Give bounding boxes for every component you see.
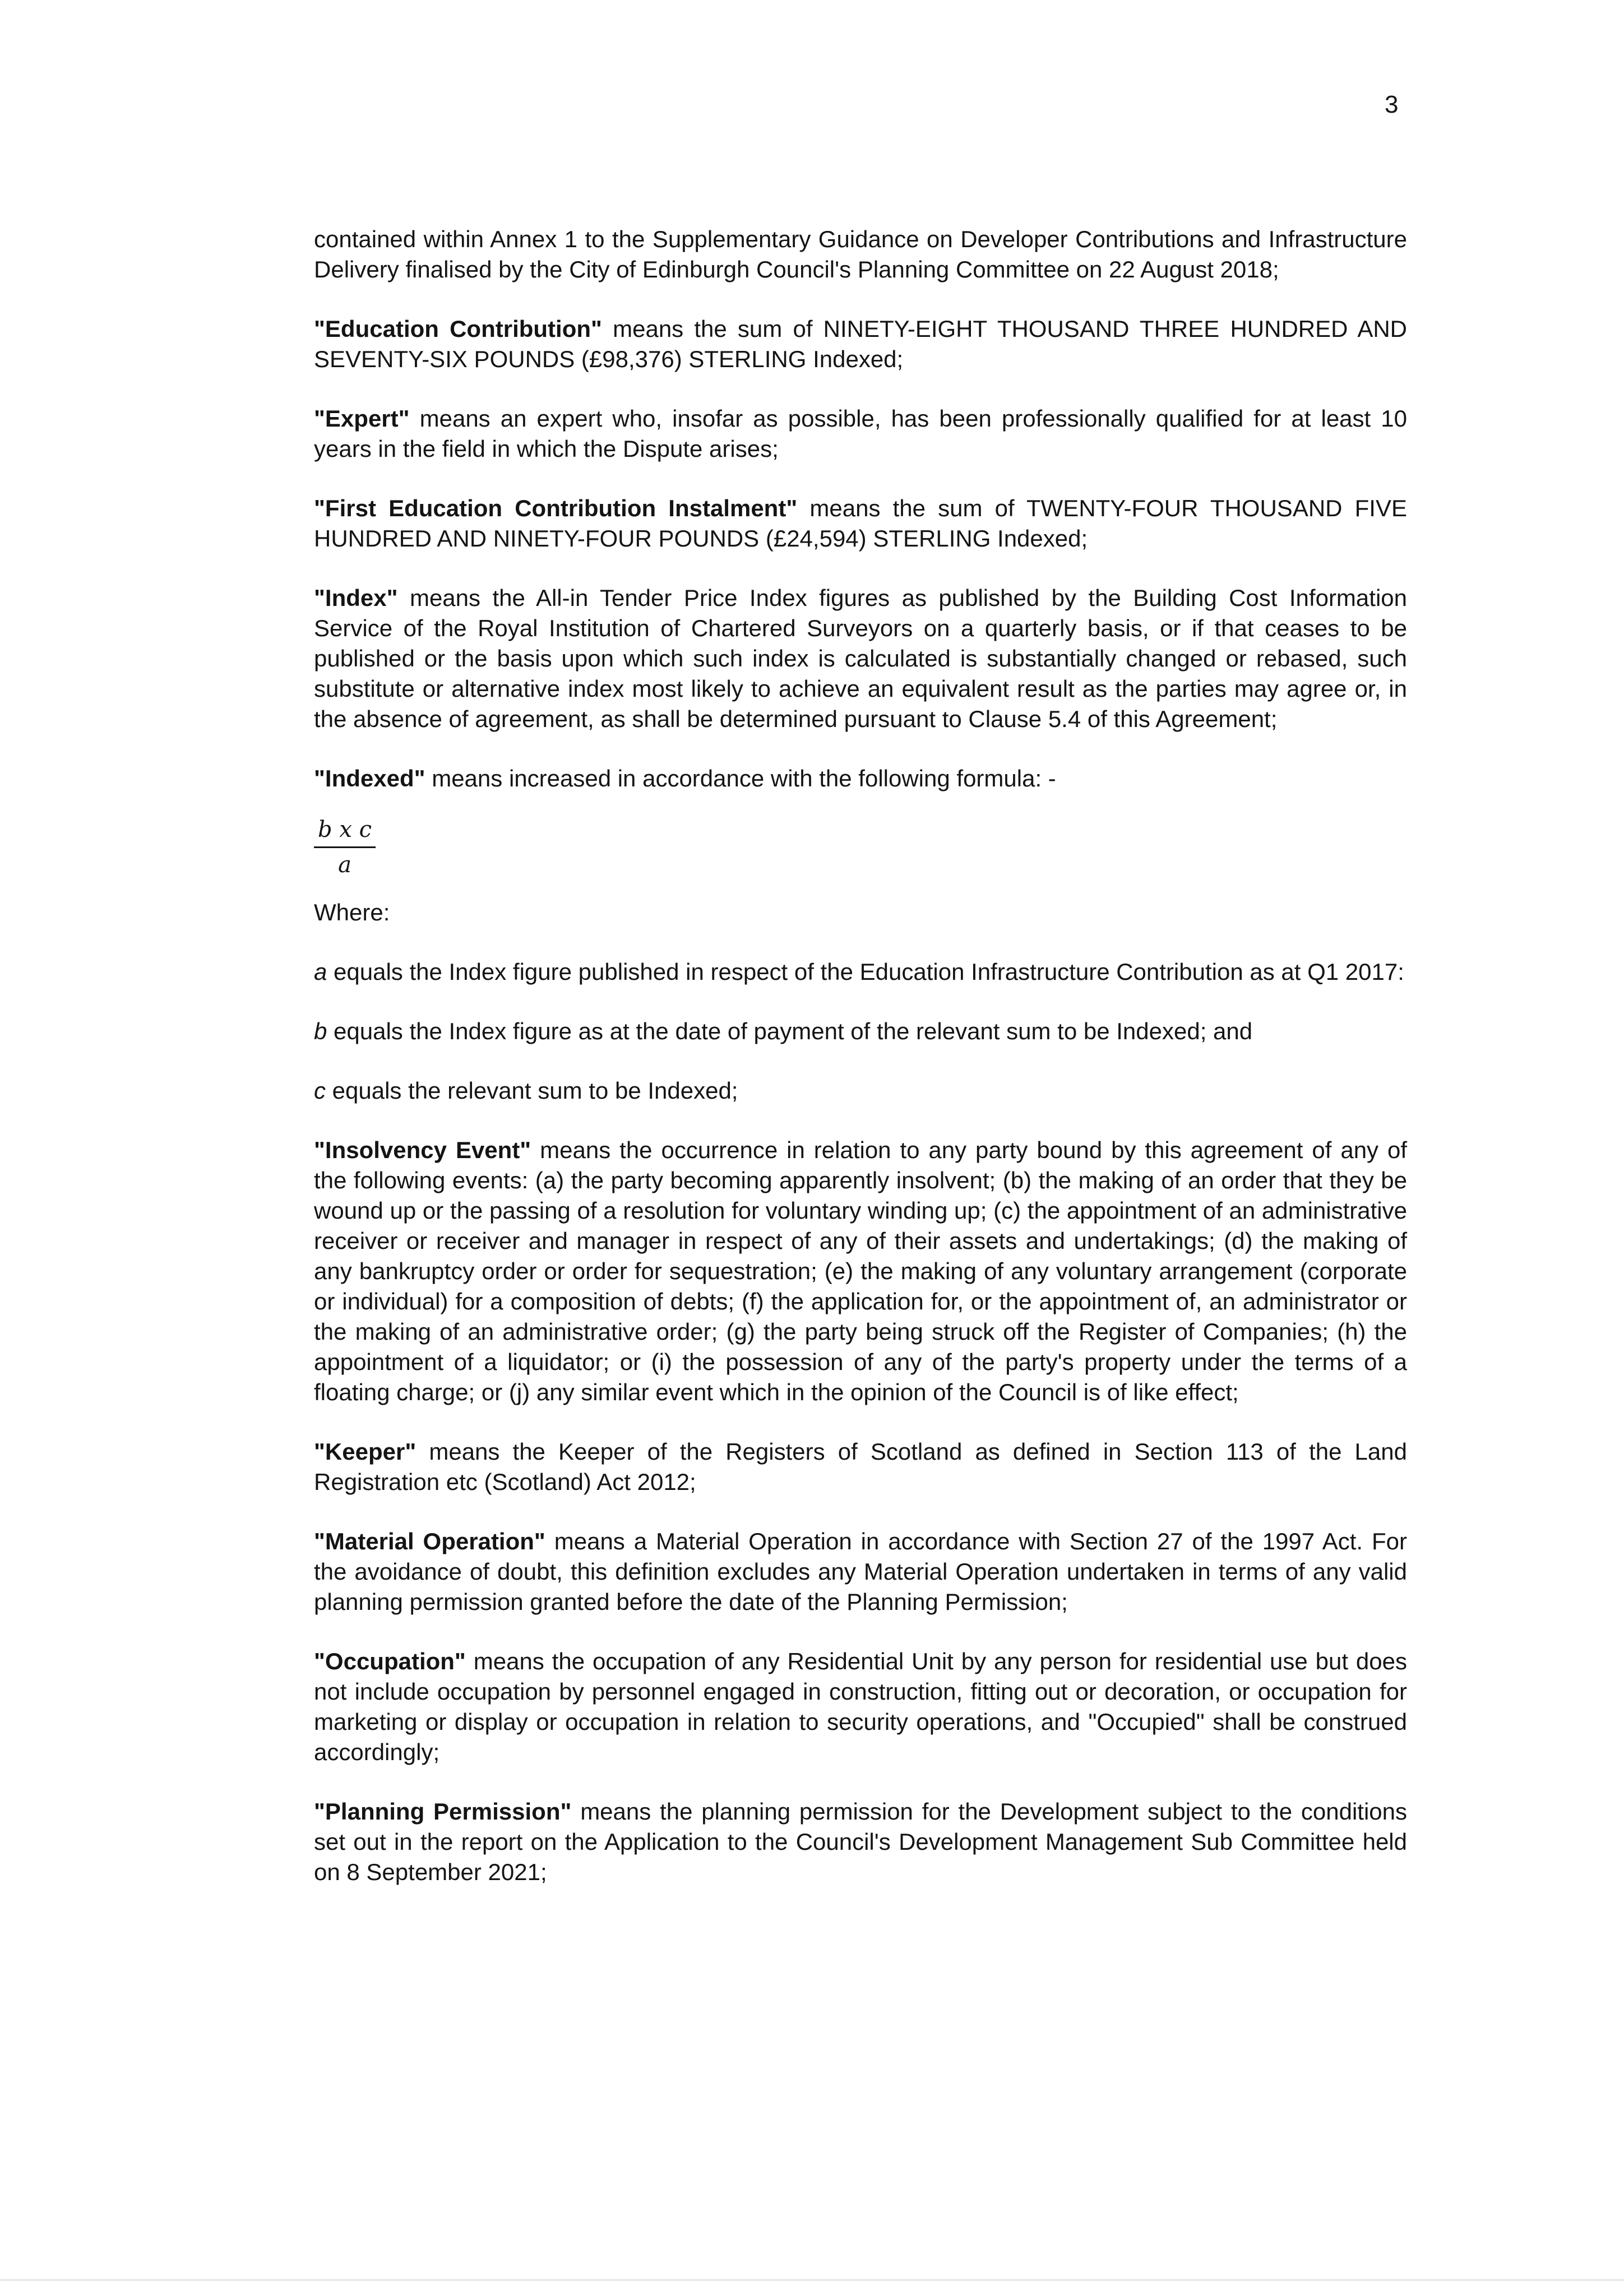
definition-term: "Keeper" bbox=[314, 1438, 417, 1465]
definition-term: "Index" bbox=[314, 585, 398, 611]
definition-index bbox=[314, 583, 1407, 734]
page-number: 3 bbox=[1385, 91, 1399, 118]
definition-indexed bbox=[314, 763, 1407, 794]
definition-text: means the occurrence in relation to any party bound by this agreement of any of the following events: (a) the party becoming apparently insolvent; (b) the making of an order that they be wound up or the passing of a resolution for voluntary winding up; (c) the appointment of an administrative receiver or receiver and manager in respect of any of their assets and undertakings; (d) the making of any bankruptcy order or order for sequestration; (e) the making of any voluntary arrangement (corporate or individual) for a composition of debts; (f) the application for, or the appointment of, an administrator or the making of an administrative order; (g) the party being struck off the Register of Companies; (h) the appointment of a liquidator; or (i) the possession of any of the party's property under the terms of a floating charge; or (j) any similar event which in the opinion of the Council is of like effect; bbox=[314, 1137, 1408, 1405]
definition-text: means the All-in Tender Price Index figures as published by the Building Cost Information Service of the Royal Institution of Chartered Surveyors on a quarterly basis, or if that ceases to be published or the basis upon which such index is calculated is substantially changed or rebased, such substitute or alternative index most likely to achieve an equivalent result as the parties may agree or, in the absence of agreement, as shall be determined pursuant to Clause 5.4 of this Agreement; bbox=[314, 585, 1407, 732]
variable-text: equals the Index figure published in respect of the Education Infrastructure Contribution as at Q1 2017: bbox=[327, 959, 1404, 985]
definition-first-education-instalment bbox=[314, 493, 1407, 554]
definition-term: "Expert" bbox=[314, 405, 410, 432]
variable-a bbox=[314, 957, 1407, 987]
definition-material-operation bbox=[314, 1526, 1407, 1617]
intro-paragraph: contained within Annex 1 to the Supplementary Guidance on Developer Contributions and Infrastructure Delivery finalised by the City of Edinburgh Council's Planning Committee on 22 August 2018; bbox=[314, 226, 1407, 283]
definition-text: means the planning permission for the Development subject to the conditions set out in the report on the Application to the Council's Development Management Sub Committee held on 8 September 2021; bbox=[314, 1798, 1407, 1885]
definition-text: means the occupation of any Residential Unit by any person for residential use but does not include occupation by personnel engaged in construction, fitting out or decoration, or occupation for marketing or display or occupation in relation to security operations, and "Occupied" shall be construed accordingly; bbox=[314, 1648, 1407, 1765]
definition-term: "Insolvency Event" bbox=[314, 1137, 531, 1163]
definition-insolvency-event bbox=[314, 1135, 1407, 1408]
definition-occupation bbox=[314, 1646, 1407, 1767]
definition-planning-permission bbox=[314, 1797, 1407, 1887]
definition-text: means the Keeper of the Registers of Scotland as defined in Section 113 of the Land Registration etc (Scotland) Act 2012; bbox=[314, 1438, 1407, 1495]
definition-keeper bbox=[314, 1437, 1407, 1497]
formula-denominator: a bbox=[338, 852, 351, 878]
definition-text: means a Material Operation in accordance with Section 27 of the 1997 Act. For the avoidance of doubt, this definition excludes any Material Operation undertaken in terms of any valid planning permission granted before the date of the Planning Permission; bbox=[314, 1528, 1407, 1615]
definition-term: "Planning Permission" bbox=[314, 1798, 572, 1825]
variable-b bbox=[314, 1016, 1407, 1047]
definition-text: means increased in accordance with the following formula: - bbox=[425, 765, 1056, 791]
variable-symbol: b bbox=[314, 1018, 327, 1044]
definition-term: "Material Operation" bbox=[314, 1528, 545, 1554]
definition-term: "Occupation" bbox=[314, 1648, 466, 1674]
where-label: Where: bbox=[314, 899, 390, 925]
scan-edge-divider bbox=[0, 2279, 1624, 2281]
definition-text: means the sum of NINETY-EIGHT THOUSAND THREE HUNDRED AND SEVENTY-SIX POUNDS (£98,376) STERLING Indexed; bbox=[314, 316, 1407, 372]
variable-text: equals the Index figure as at the date of payment of the relevant sum to be Indexed; and bbox=[327, 1018, 1253, 1044]
variable-symbol: a bbox=[314, 959, 327, 985]
definition-education-contribution bbox=[314, 314, 1407, 374]
definition-text: means an expert who, insofar as possible, has been professionally qualified for at least 10 years in the field in which the Dispute arises; bbox=[314, 405, 1407, 462]
index-formula bbox=[314, 816, 376, 878]
definition-expert bbox=[314, 404, 1407, 464]
definition-term: "First Education Contribution Instalment" bbox=[314, 495, 798, 521]
definition-text: means the sum of TWENTY-FOUR THOUSAND FIVE HUNDRED AND NINETY-FOUR POUNDS (£24,594) STERLING Indexed; bbox=[314, 495, 1407, 552]
definition-term: "Indexed" bbox=[314, 765, 425, 791]
formula-numerator: b x c bbox=[314, 816, 376, 848]
variable-c bbox=[314, 1076, 1407, 1106]
variable-symbol: c bbox=[314, 1077, 326, 1104]
definition-term: "Education Contribution" bbox=[314, 316, 602, 342]
variable-text: equals the relevant sum to be Indexed; bbox=[326, 1077, 738, 1104]
document-body bbox=[314, 224, 1407, 1917]
